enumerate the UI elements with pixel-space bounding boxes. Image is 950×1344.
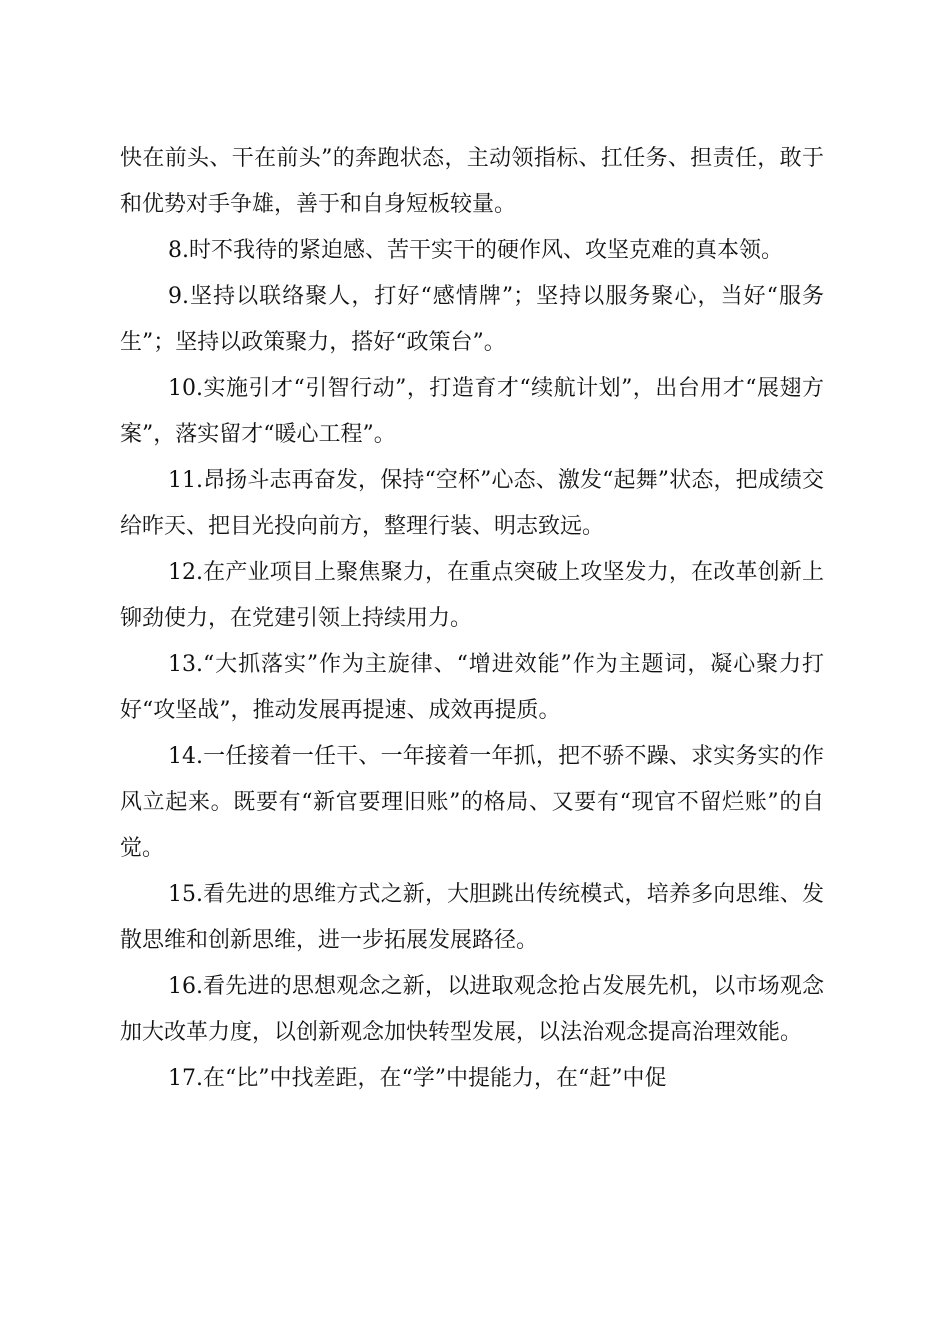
- paragraph-item-14: 14.一任接着一任干、一年接着一年抓，把不骄不躁、求实务实的作风立起来。既要有“新官要理旧账”的格局、又要有“现官不留烂账”的自觉。: [120, 744, 824, 861]
- paragraph-item-11: 11.昂扬斗志再奋发，保持“空杯”心态、激发“起舞”状态，把成绩交给昨天、把目光投向前方，整理行装、明志致远。: [120, 468, 824, 539]
- paragraph-item-8: 8.时不我待的紧迫感、苦干实干的硬作风、攻坚克难的真本领。: [168, 238, 783, 263]
- paragraph-item-9: 9.坚持以联络聚人，打好“感情牌”；坚持以服务聚心，当好“服务生”；坚持以政策聚力，搭好“政策台”。: [120, 284, 824, 355]
- document-body: [120, 136, 824, 1102]
- paragraph-item-10: 10.实施引才“引智行动”，打造育才“续航计划”，出台用才“展翅方案”，落实留才“暖心工程”。: [120, 376, 824, 447]
- paragraph-item-17: 17.在“比”中找差距，在“学”中提能力，在“赶”中促: [168, 1066, 667, 1091]
- paragraph-item-13: 13.“大抓落实”作为主旋律、“增进效能”作为主题词，凝心聚力打好“攻坚战”，推动发展再提速、成效再提质。: [120, 652, 824, 723]
- paragraph-item-12: 12.在产业项目上聚焦聚力，在重点突破上攻坚发力，在改革创新上铆劲使力，在党建引领上持续用力。: [120, 560, 824, 631]
- paragraph-continuation: 快在前头、干在前头”的奔跑状态，主动领指标、扛任务、担责任，敢于和优势对手争雄，善于和自身短板较量。: [120, 146, 824, 217]
- paragraph-item-16: 16.看先进的思想观念之新，以进取观念抢占发展先机，以市场观念加大改革力度，以创新观念加快转型发展，以法治观念提高治理效能。: [120, 974, 824, 1045]
- paragraph-item-15: 15.看先进的思维方式之新，大胆跳出传统模式，培养多向思维、发散思维和创新思维，进一步拓展发展路径。: [120, 882, 824, 953]
